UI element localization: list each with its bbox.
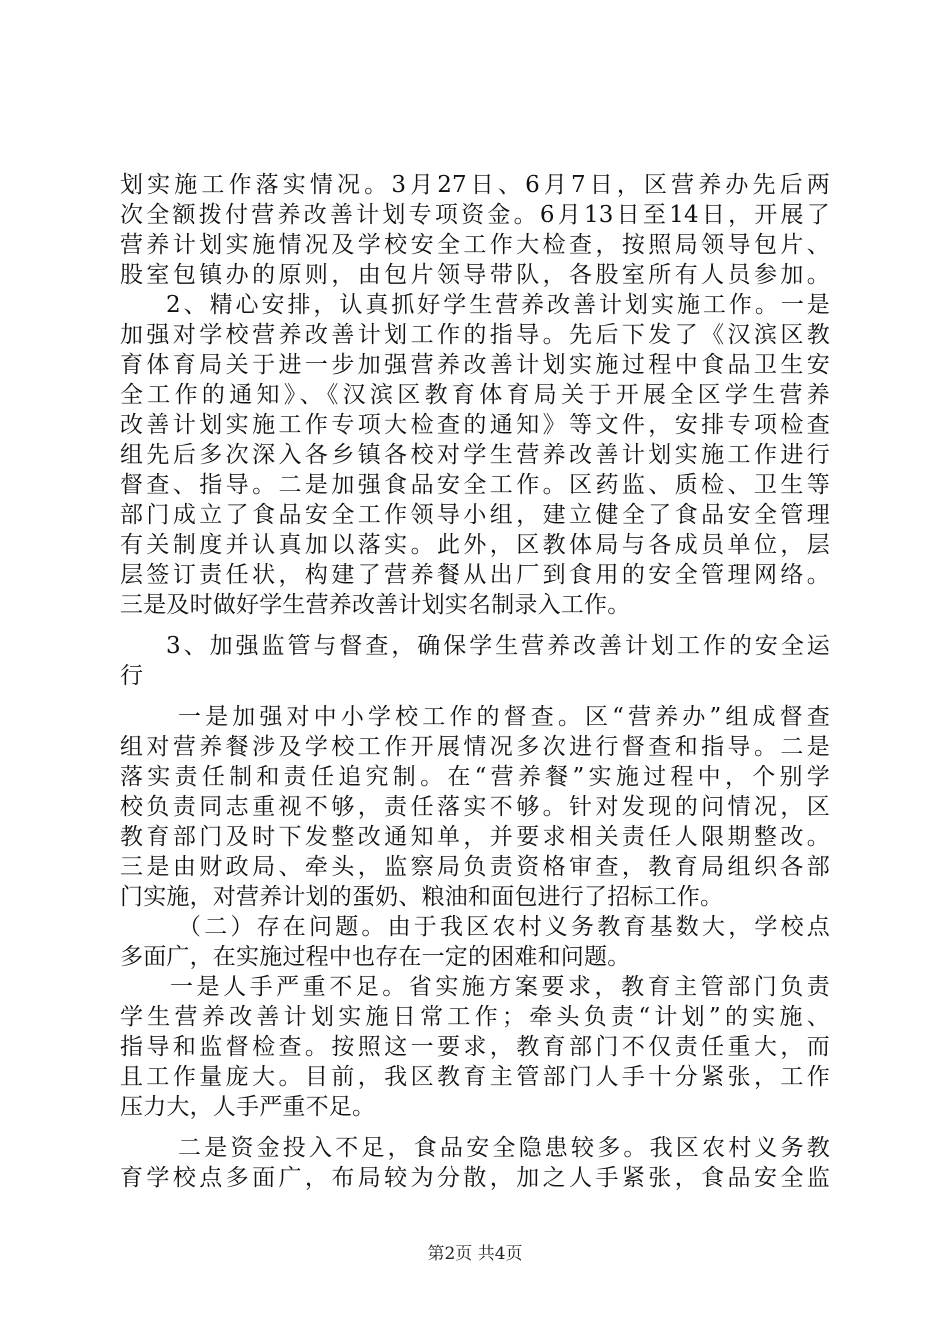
text-line: 股室包镇办的原则，由包片领导带队，各股室所有人员参加。 [120, 262, 830, 288]
text-line: 三是由财政局、牵头，监察局负责资格审查，教育局组织各部 [120, 854, 830, 880]
text-line: 有关制度并认真加以落实。此外，区教体局与各成员单位，层 [120, 532, 830, 558]
text-line: 三是及时做好学生营养改善计划实名制录入工作。 [120, 592, 631, 618]
text-line: 一是加强对中小学校工作的督查。区“营养办”组成督查 [178, 704, 830, 730]
text-line: 学生营养改善计划实施日常工作；牵头负责“计划”的实施、 [120, 1004, 830, 1030]
text-line: 全工作的通知》、《汉滨区教育体育局关于开展全区学生营养 [120, 382, 830, 408]
text-line: 育学校点多面广，布局较为分散，加之人手紧张，食品安全监 [120, 1165, 830, 1191]
text-line: 落实责任制和责任追究制。在“营养餐”实施过程中，个别学 [120, 764, 830, 790]
text-line: 门实施，对营养计划的蛋奶、粮油和面包进行了招标工作。 [120, 884, 724, 910]
paragraph-gap [120, 620, 830, 631]
text-line: 次全额拨付营养改善计划专项资金。6月13日至14日，开展了 [120, 202, 830, 228]
text-line: 2、精心安排，认真抓好学生营养改善计划实施工作。一是 [166, 292, 830, 318]
section-heading: 3、加强监管与督查，确保学生营养改善计划工作的安全运 [166, 633, 830, 659]
text-line: （二）存在问题。由于我区农村义务教育基数大，学校点 [178, 914, 830, 940]
text-line: 改善计划实施工作专项大检查的通知》等文件，安排专项检查 [120, 412, 830, 438]
text-line: 且工作量庞大。目前，我区教育主管部门人手十分紧张，工作 [120, 1064, 830, 1090]
text-line: 营养计划实施情况及学校安全工作大检查，按照局领导包片、 [120, 232, 830, 258]
paragraph-gap [120, 691, 830, 702]
text-line: 二是资金投入不足，食品安全隐患较多。我区农村义务教 [178, 1135, 830, 1161]
text-line: 组先后多次深入各乡镇各校对学生营养改善计划实施工作进行 [120, 442, 830, 468]
text-line: 教育部门及时下发整改通知单，并要求相关责任人限期整改。 [120, 824, 830, 850]
text-line: 部门成立了食品安全工作领导小组，建立健全了食品安全管理 [120, 502, 830, 528]
text-line: 一是人手严重不足。省实施方案要求，教育主管部门负责 [170, 974, 830, 1000]
text-line: 划实施工作落实情况。3月27日、6月7日，区营养办先后两 [120, 172, 830, 198]
text-line: 督查、指导。二是加强食品安全工作。区药监、质检、卫生等 [120, 472, 830, 498]
text-line: 组对营养餐涉及学校工作开展情况多次进行督查和指导。二是 [120, 734, 830, 760]
text-line: 压力大，人手严重不足。 [120, 1094, 376, 1120]
page-number-footer: 第2页 共4页 [427, 1244, 523, 1264]
text-line: 校负责同志重视不够，责任落实不够。针对发现的问情况，区 [120, 794, 830, 820]
document-body [120, 170, 830, 1193]
text-line: 指导和监督检查。按照这一要求，教育部门不仅责任重大，而 [120, 1034, 830, 1060]
text-line: 多面广，在实施过程中也存在一定的困难和问题。 [120, 944, 631, 970]
text-line: 层签订责任状，构建了营养餐从出厂到食用的安全管理网络。 [120, 562, 830, 588]
section-heading-continued: 行 [120, 663, 144, 689]
text-line: 育体育局关于进一步加强营养改善计划实施过程中食品卫生安 [120, 352, 830, 378]
text-line: 加强对学校营养改善计划工作的指导。先后下发了《汉滨区教 [120, 322, 830, 348]
paragraph-gap [120, 1122, 830, 1133]
